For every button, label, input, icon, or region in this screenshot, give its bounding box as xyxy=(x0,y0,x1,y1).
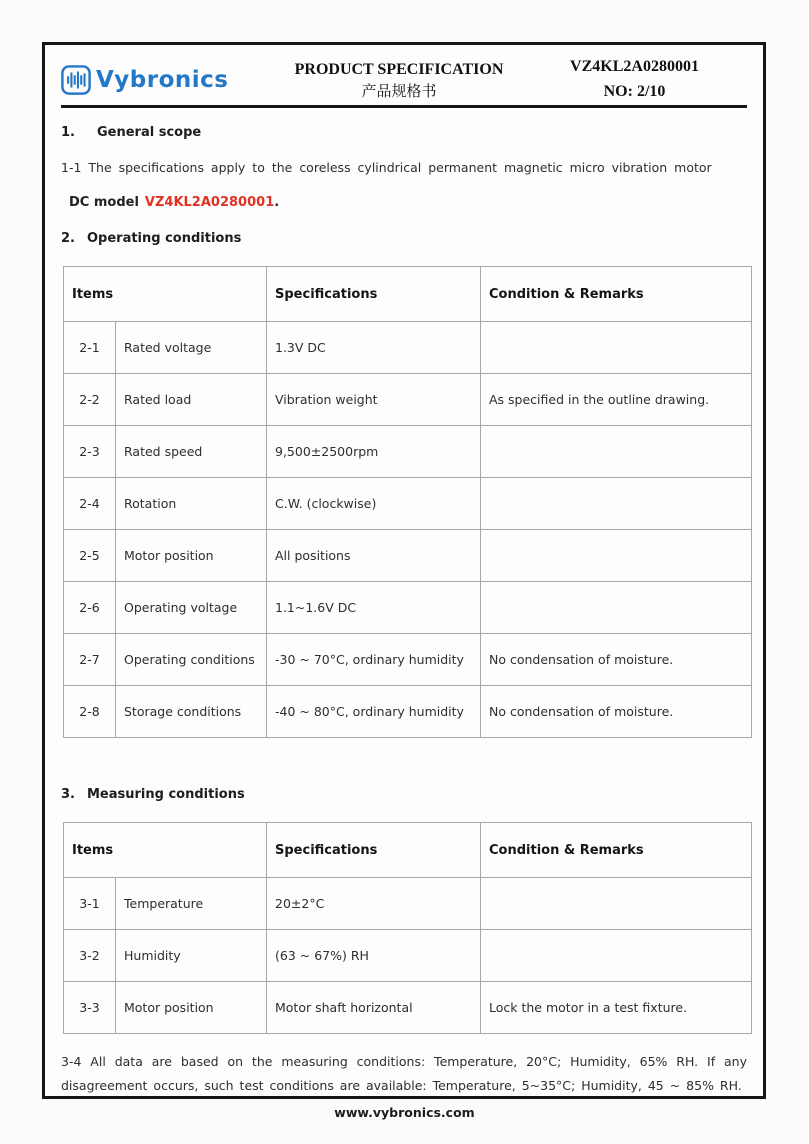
vybronics-waveform-icon xyxy=(61,65,91,95)
section-3-heading xyxy=(61,787,747,802)
remark-cell xyxy=(481,426,752,478)
header-title-block xyxy=(276,58,522,103)
document-title: PRODUCT SPECIFICATION xyxy=(294,60,504,78)
spec-cell: 9,500±2500rpm xyxy=(267,426,481,478)
spec-cell: (63 ~ 67%) RH xyxy=(267,930,481,982)
spec-cell: -30 ~ 70°C, ordinary humidity xyxy=(267,634,481,686)
document-number: VZ4KL2A0280001 xyxy=(570,58,699,76)
spec-cell: 1.3V DC xyxy=(267,322,481,374)
item-cell: Humidity xyxy=(116,930,267,982)
document-title-chinese: 产品规格书 xyxy=(361,81,437,100)
remark-cell: Lock the motor in a test fixture. xyxy=(481,982,752,1034)
column-header-specifications: Specifications xyxy=(267,267,481,322)
spec-cell: -40 ~ 80°C, ordinary humidity xyxy=(267,686,481,738)
dc-model-line xyxy=(69,195,747,210)
logo-wordmark: Vybronics xyxy=(96,67,229,93)
dc-model-period: . xyxy=(274,195,280,210)
section-2-heading xyxy=(61,231,747,246)
item-cell: Rated load xyxy=(116,374,267,426)
item-cell: Operating voltage xyxy=(116,582,267,634)
section-2-number: 2. xyxy=(61,231,75,246)
table-row xyxy=(64,686,752,738)
row-id: 3-1 xyxy=(64,878,116,930)
item-cell: Rated voltage xyxy=(116,322,267,374)
row-id: 2-5 xyxy=(64,530,116,582)
section-3-title: Measuring conditions xyxy=(86,787,245,802)
spec-cell: 20±2°C xyxy=(267,878,481,930)
section-1-paragraph: 1-1 The specifications apply to the coreless cylindrical permanent magnetic micro vibration motor xyxy=(61,160,712,175)
column-header-condition-remarks: Condition & Remarks xyxy=(481,267,752,322)
table-header-row xyxy=(64,267,752,322)
row-id: 2-1 xyxy=(64,322,116,374)
remark-cell xyxy=(481,530,752,582)
spec-cell: All positions xyxy=(267,530,481,582)
spec-cell: Motor shaft horizontal xyxy=(267,982,481,1034)
document-header xyxy=(61,45,747,108)
row-id: 3-2 xyxy=(64,930,116,982)
item-cell: Storage conditions xyxy=(116,686,267,738)
item-cell: Operating conditions xyxy=(116,634,267,686)
row-id: 2-7 xyxy=(64,634,116,686)
section-1-number: 1. xyxy=(61,125,75,140)
item-cell: Motor position xyxy=(116,982,267,1034)
spec-cell: 1.1~1.6V DC xyxy=(267,582,481,634)
remark-cell xyxy=(481,930,752,982)
item-cell: Temperature xyxy=(116,878,267,930)
row-id: 2-3 xyxy=(64,426,116,478)
footer-url: www.vybronics.com xyxy=(334,1105,475,1120)
table-row xyxy=(64,478,752,530)
note-3-4: 3-4 All data are based on the measuring conditions: Temperature, 20°C; Humidity, 65% RH. If any disagreement occurs, such test conditions are available: Temperature, 5~35°C; Humidity, 45 ~ 85% RH. xyxy=(61,1054,747,1093)
remark-cell xyxy=(481,582,752,634)
table-row xyxy=(64,982,752,1034)
column-header-specifications: Specifications xyxy=(267,823,481,878)
operating-conditions-table-body xyxy=(64,322,752,738)
remark-cell: No condensation of moisture. xyxy=(481,634,752,686)
measuring-conditions-table-body xyxy=(64,878,752,1034)
section-2-title: Operating conditions xyxy=(86,231,242,246)
item-cell: Motor position xyxy=(116,530,267,582)
row-id: 2-8 xyxy=(64,686,116,738)
row-id: 2-2 xyxy=(64,374,116,426)
column-header-items: Items xyxy=(64,823,267,878)
section-3-number: 3. xyxy=(61,787,75,802)
item-cell: Rated speed xyxy=(116,426,267,478)
table-row xyxy=(64,426,752,478)
remark-cell: As specified in the outline drawing. xyxy=(481,374,752,426)
column-header-condition-remarks: Condition & Remarks xyxy=(481,823,752,878)
table-row xyxy=(64,582,752,634)
page-number: NO: 2/10 xyxy=(603,83,666,100)
table-row xyxy=(64,374,752,426)
remark-cell xyxy=(481,878,752,930)
remark-cell xyxy=(481,322,752,374)
table-row xyxy=(64,930,752,982)
operating-conditions-table xyxy=(63,266,752,738)
column-header-items: Items xyxy=(64,267,267,322)
table-header-row xyxy=(64,823,752,878)
row-id: 3-3 xyxy=(64,982,116,1034)
measuring-conditions-table xyxy=(63,822,752,1034)
table-row xyxy=(64,530,752,582)
document-page xyxy=(42,42,766,1099)
row-id: 2-6 xyxy=(64,582,116,634)
remark-cell: No condensation of moisture. xyxy=(481,686,752,738)
section-1-title: General scope xyxy=(96,125,202,140)
spec-cell: C.W. (clockwise) xyxy=(267,478,481,530)
spec-cell: Vibration weight xyxy=(267,374,481,426)
table-row xyxy=(64,322,752,374)
table-row xyxy=(64,878,752,930)
row-id: 2-4 xyxy=(64,478,116,530)
remark-cell xyxy=(481,478,752,530)
item-cell: Rotation xyxy=(116,478,267,530)
section-1-heading xyxy=(61,125,747,140)
dc-model-prefix: DC model xyxy=(69,195,139,210)
table-row xyxy=(64,634,752,686)
dc-model-value: VZ4KL2A0280001 xyxy=(144,195,275,210)
vybronics-logo xyxy=(61,65,276,95)
header-doc-block xyxy=(522,55,747,105)
